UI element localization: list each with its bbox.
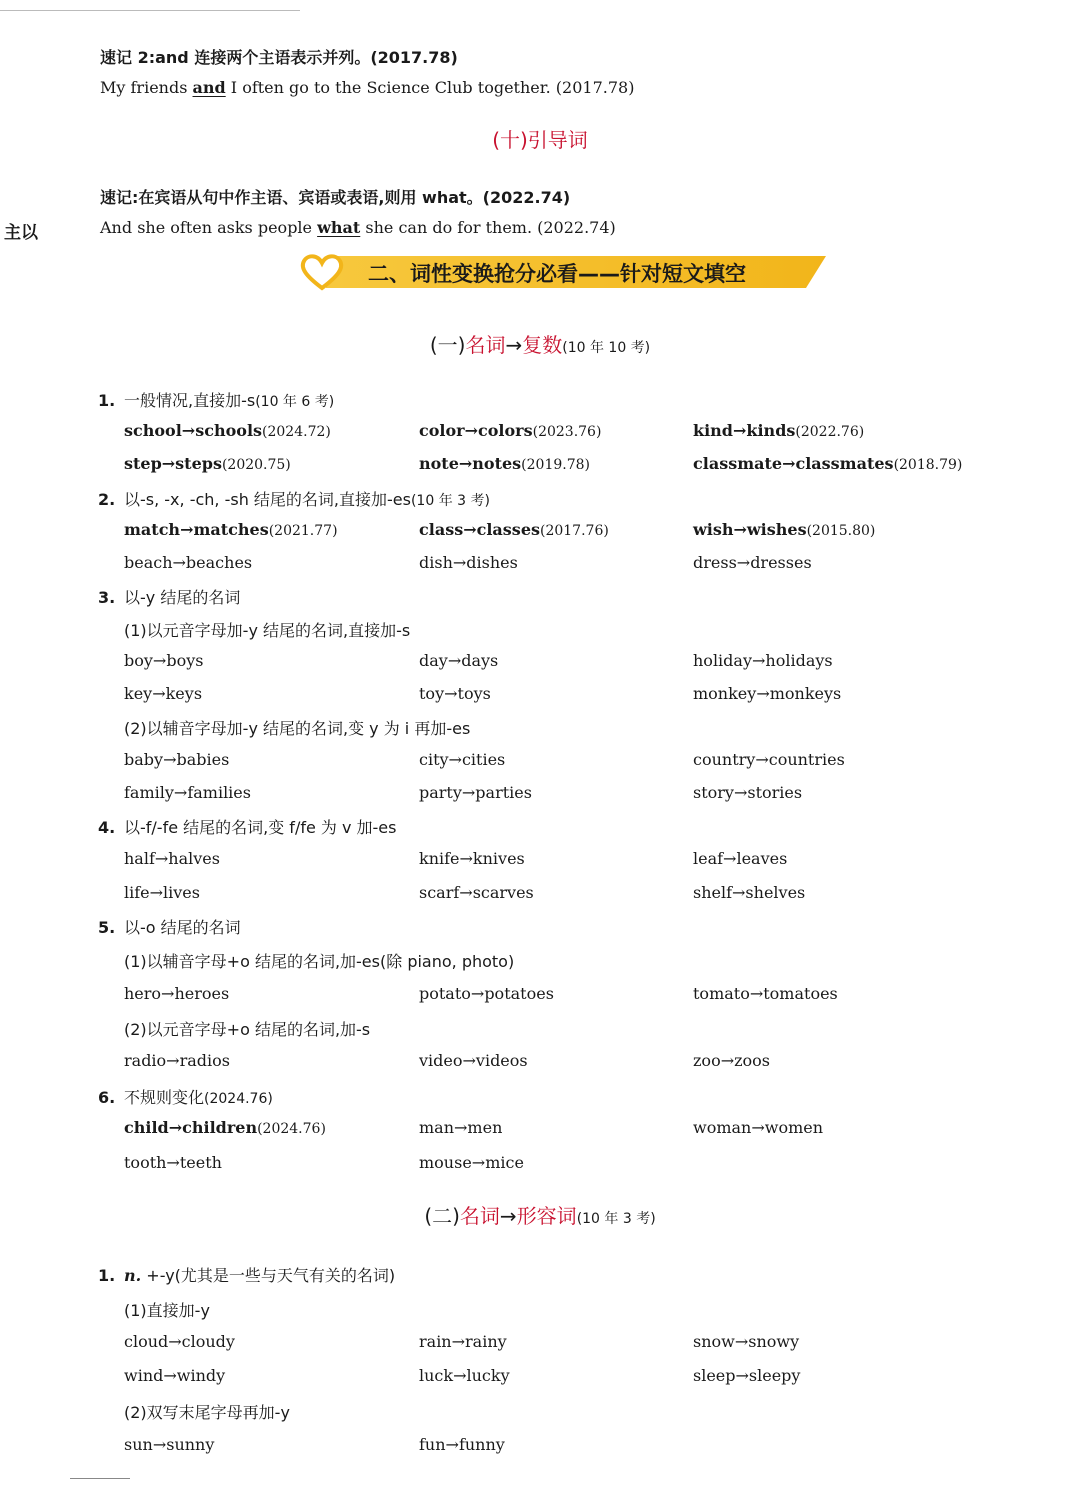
rule-3-2: (2)以辅音字母加-y 结尾的名词,变 y 为 i 再加-es <box>124 719 471 738</box>
word-row <box>0 520 1080 544</box>
word-row <box>0 1366 1080 1390</box>
word-pair: holiday→holidays <box>693 651 833 670</box>
word-row <box>0 1051 1080 1075</box>
word-pair: wish→wishes(2015.80) <box>693 520 876 539</box>
note-3: 速记:在宾语从句中作主语、宾语或表语,则用 what。(2022.74) <box>100 188 571 207</box>
heart-icon <box>298 252 346 292</box>
word-pair: color→colors(2023.76) <box>419 421 602 440</box>
word-pair: zoo→zoos <box>693 1051 771 1070</box>
word-pair: shelf→shelves <box>693 883 806 902</box>
word-pair: kind→kinds(2022.76) <box>693 421 865 440</box>
word-pair: tomato→tomatoes <box>693 984 838 1003</box>
section-10-heading: (十)引导词 <box>492 128 588 152</box>
word-row <box>0 454 1080 478</box>
word-pair: man→men <box>419 1118 503 1137</box>
word-row <box>0 1118 1080 1142</box>
rule-2: 2. 以-s, -x, -ch, -sh 结尾的名词,直接加-es(10 年 3 考) <box>98 490 490 509</box>
rule-p2-1-2: (2)双写末尾字母再加-y <box>124 1403 290 1422</box>
word-pair: rain→rainy <box>419 1332 507 1351</box>
rule-4: 4. 以-f/-fe 结尾的名词,变 f/fe 为 v 加-es <box>98 818 397 837</box>
word-row <box>0 984 1080 1008</box>
word-row <box>0 553 1080 577</box>
word-pair: fun→funny <box>419 1435 505 1454</box>
part2-heading: (二)名词→形容词(10 年 3 考) <box>424 1204 656 1228</box>
word-row <box>0 1332 1080 1356</box>
word-pair: life→lives <box>124 883 200 902</box>
rule-p2-1: 1. n. +-y(尤其是一些与天气有关的名词) <box>98 1266 396 1285</box>
word-pair: beach→beaches <box>124 553 253 572</box>
word-row <box>0 783 1080 807</box>
word-pair: half→halves <box>124 849 220 868</box>
word-pair: city→cities <box>419 750 506 769</box>
word-pair: day→days <box>419 651 499 670</box>
section-banner <box>298 252 838 292</box>
word-row <box>0 849 1080 873</box>
word-pair: luck→lucky <box>419 1366 510 1385</box>
word-pair: wind→windy <box>124 1366 226 1385</box>
word-pair: sleep→sleepy <box>693 1366 801 1385</box>
word-pair: sun→sunny <box>124 1435 215 1454</box>
word-row <box>0 421 1080 445</box>
word-pair: dish→dishes <box>419 553 518 572</box>
example-2: And she often asks people what she can do for them. (2022.74) <box>100 218 616 237</box>
word-pair: baby→babies <box>124 750 230 769</box>
word-pair: monkey→monkeys <box>693 684 842 703</box>
word-pair: snow→snowy <box>693 1332 800 1351</box>
word-pair: mouse→mice <box>419 1153 524 1172</box>
margin-fragment: 主以 <box>4 223 38 243</box>
word-pair: woman→women <box>693 1118 824 1137</box>
word-pair: country→countries <box>693 750 845 769</box>
word-pair: knife→knives <box>419 849 525 868</box>
word-pair: classmate→classmates(2018.79) <box>693 454 963 473</box>
word-pair: potato→potatoes <box>419 984 554 1003</box>
rule-3-1: (1)以元音字母加-y 结尾的名词,直接加-s <box>124 621 411 640</box>
word-row <box>0 684 1080 708</box>
word-pair: key→keys <box>124 684 203 703</box>
word-pair: match→matches(2021.77) <box>124 520 338 539</box>
word-pair: boy→boys <box>124 651 204 670</box>
word-pair: story→stories <box>693 783 803 802</box>
word-row <box>0 1435 1080 1459</box>
word-row <box>0 750 1080 774</box>
word-pair: radio→radios <box>124 1051 230 1070</box>
word-pair: tooth→teeth <box>124 1153 222 1172</box>
word-pair: hero→heroes <box>124 984 230 1003</box>
rule-p2-1-1: (1)直接加-y <box>124 1301 210 1320</box>
rule-5-2: (2)以元音字母+o 结尾的名词,加-s <box>124 1020 371 1039</box>
rule-3: 3. 以-y 结尾的名词 <box>98 588 241 607</box>
word-pair: toy→toys <box>419 684 491 703</box>
word-pair: class→classes(2017.76) <box>419 520 609 539</box>
word-pair: dress→dresses <box>693 553 812 572</box>
rule-5: 5. 以-o 结尾的名词 <box>98 918 241 937</box>
word-pair: leaf→leaves <box>693 849 788 868</box>
bottom-rule <box>70 1478 130 1479</box>
rule-6: 6. 不规则变化(2024.76) <box>98 1088 273 1107</box>
word-pair: family→families <box>124 783 251 802</box>
rule-1: 1. 一般情况,直接加-s(10 年 6 考) <box>98 391 335 410</box>
word-row <box>0 883 1080 907</box>
word-row <box>0 1153 1080 1177</box>
word-row <box>0 651 1080 675</box>
word-pair: video→videos <box>419 1051 528 1070</box>
word-pair: child→children(2024.76) <box>124 1118 326 1137</box>
word-pair: step→steps(2020.75) <box>124 454 291 473</box>
top-rule <box>0 10 300 11</box>
word-pair: school→schools(2024.72) <box>124 421 331 440</box>
banner-title: 二、词性变换抢分必看——针对短文填空 <box>368 262 746 286</box>
note-2: 速记 2:and 连接两个主语表示并列。(2017.78) <box>100 48 458 67</box>
word-pair: party→parties <box>419 783 532 802</box>
example-1: My friends and I often go to the Science Club together. (2017.78) <box>100 78 635 97</box>
word-pair: scarf→scarves <box>419 883 534 902</box>
rule-5-1: (1)以辅音字母+o 结尾的名词,加-es(除 piano, photo) <box>124 952 515 971</box>
part1-heading: (一)名词→复数(10 年 10 考) <box>429 333 651 357</box>
word-pair: note→notes(2019.78) <box>419 454 590 473</box>
word-pair: cloud→cloudy <box>124 1332 235 1351</box>
